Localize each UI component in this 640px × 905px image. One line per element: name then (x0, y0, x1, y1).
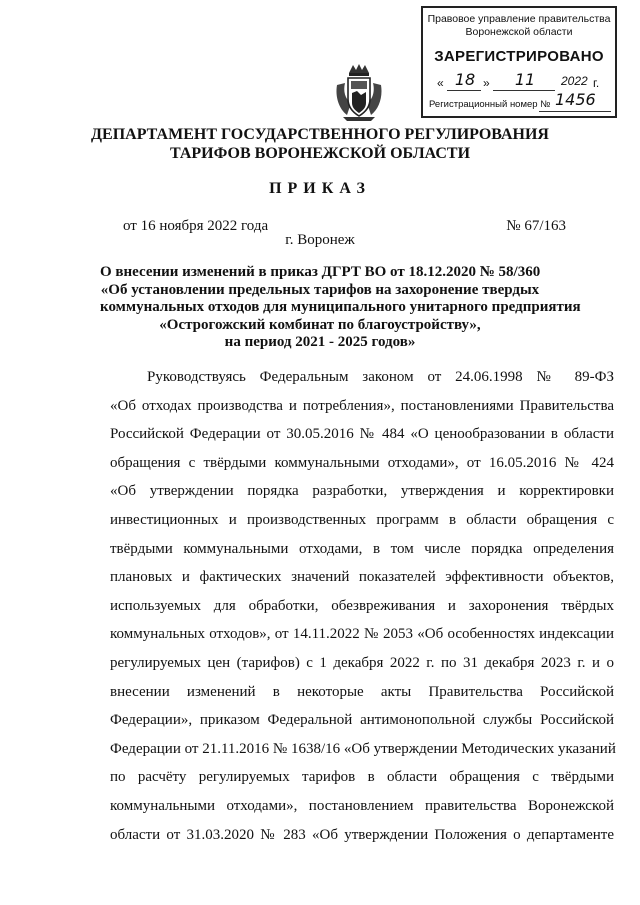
stamp-reg-number: 1456 (555, 90, 596, 109)
body-line: инвестиционных и производственных программ в области обращения с (110, 511, 614, 528)
body-line: плановых и фактических значений показателей эффективности объектов, (110, 569, 614, 586)
stamp-registered-label: ЗАРЕГИСТРИРОВАНО (434, 48, 604, 65)
stamp-date: « 18 » 11 2022 г. (437, 70, 600, 90)
body-line: коммунальными отходами», постановлением правительства Воронежской (110, 797, 614, 814)
body-line: Федерации», приказом Федеральной антимонопольной службы Российской (110, 712, 614, 729)
body-line: обращения с твёрдыми коммунальными отходами», от 16.05.2016 № 424 (110, 454, 614, 471)
body-line: регулируемых цен (тарифов) с 1 декабря 2022 г. по 31 декабря 2023 г. и о (110, 654, 614, 671)
body-line: по расчёту регулируемых тарифов в области обращения с твёрдыми (110, 769, 614, 786)
title-line: «Острогожский комбинат по благоустройству», (159, 316, 481, 333)
title-line: «Об установлении предельных тарифов на захоронение твердых (100, 281, 540, 298)
title-line: О внесении изменений в приказ ДГРТ ВО от 18.12.2020 № 58/360 (100, 264, 541, 280)
body-line: «Об отходах производства и потребления», постановлениями Правительства (110, 397, 614, 414)
document-title (100, 264, 581, 352)
body-line: внесении изменений в некоторые акты Правительства Российской (110, 683, 614, 700)
title-line: на период 2021 - 2025 годов» (224, 334, 416, 350)
registration-stamp (421, 6, 617, 118)
body-line: «Об утверждении порядка разработки, утверждения и корректировки (110, 483, 614, 500)
body-line: используемых для обработки, обезвреживания и захоронения твёрдых (110, 597, 614, 614)
department-name-line-2: ТАРИФОВ ВОРОНЕЖСКОЙ ОБЛАСТИ (169, 145, 471, 162)
coat-of-arms-emblem (333, 63, 385, 123)
body-line: Российской Федерации от 30.05.2016 № 484 «О ценообразовании в области (110, 426, 614, 443)
stamp-year-handwritten: 22 (574, 74, 588, 88)
document-number: № 67/163 (506, 218, 566, 234)
body-line: Руководствуясь Федеральным законом от 24.06.1998 № 89-ФЗ (147, 369, 614, 385)
document-date: от 16 ноября 2022 года (123, 218, 269, 234)
document-city: г. Воронеж (285, 232, 355, 248)
stamp-organization: Правовое управление правительства Воронежской области (427, 13, 611, 38)
stamp-reg-label: Регистрационный номер № (429, 99, 551, 110)
title-line: коммунальных отходов для муниципального унитарного предприятия (100, 299, 581, 315)
stamp-month: 11 (514, 70, 536, 89)
body-line: области от 31.03.2020 № 283 «Об утверждении Положения о департаменте (110, 826, 614, 843)
document-body (110, 363, 614, 849)
body-line: коммунальных отходов», от 14.11.2022 № 2053 «Об особенностях индексации (110, 626, 614, 643)
document-type: ПРИКАЗ (269, 180, 371, 197)
stamp-day: 18 (454, 70, 476, 89)
department-name-line-1: ДЕПАРТАМЕНТ ГОСУДАРСТВЕННОГО РЕГУЛИРОВАНИЯ (91, 126, 549, 143)
body-line: твёрдыми коммунальными отходами, в том числе порядка определения (110, 540, 614, 557)
body-line: Федерации от 21.11.2016 № 1638/16 «Об утверждении Методических указаний (110, 740, 616, 757)
